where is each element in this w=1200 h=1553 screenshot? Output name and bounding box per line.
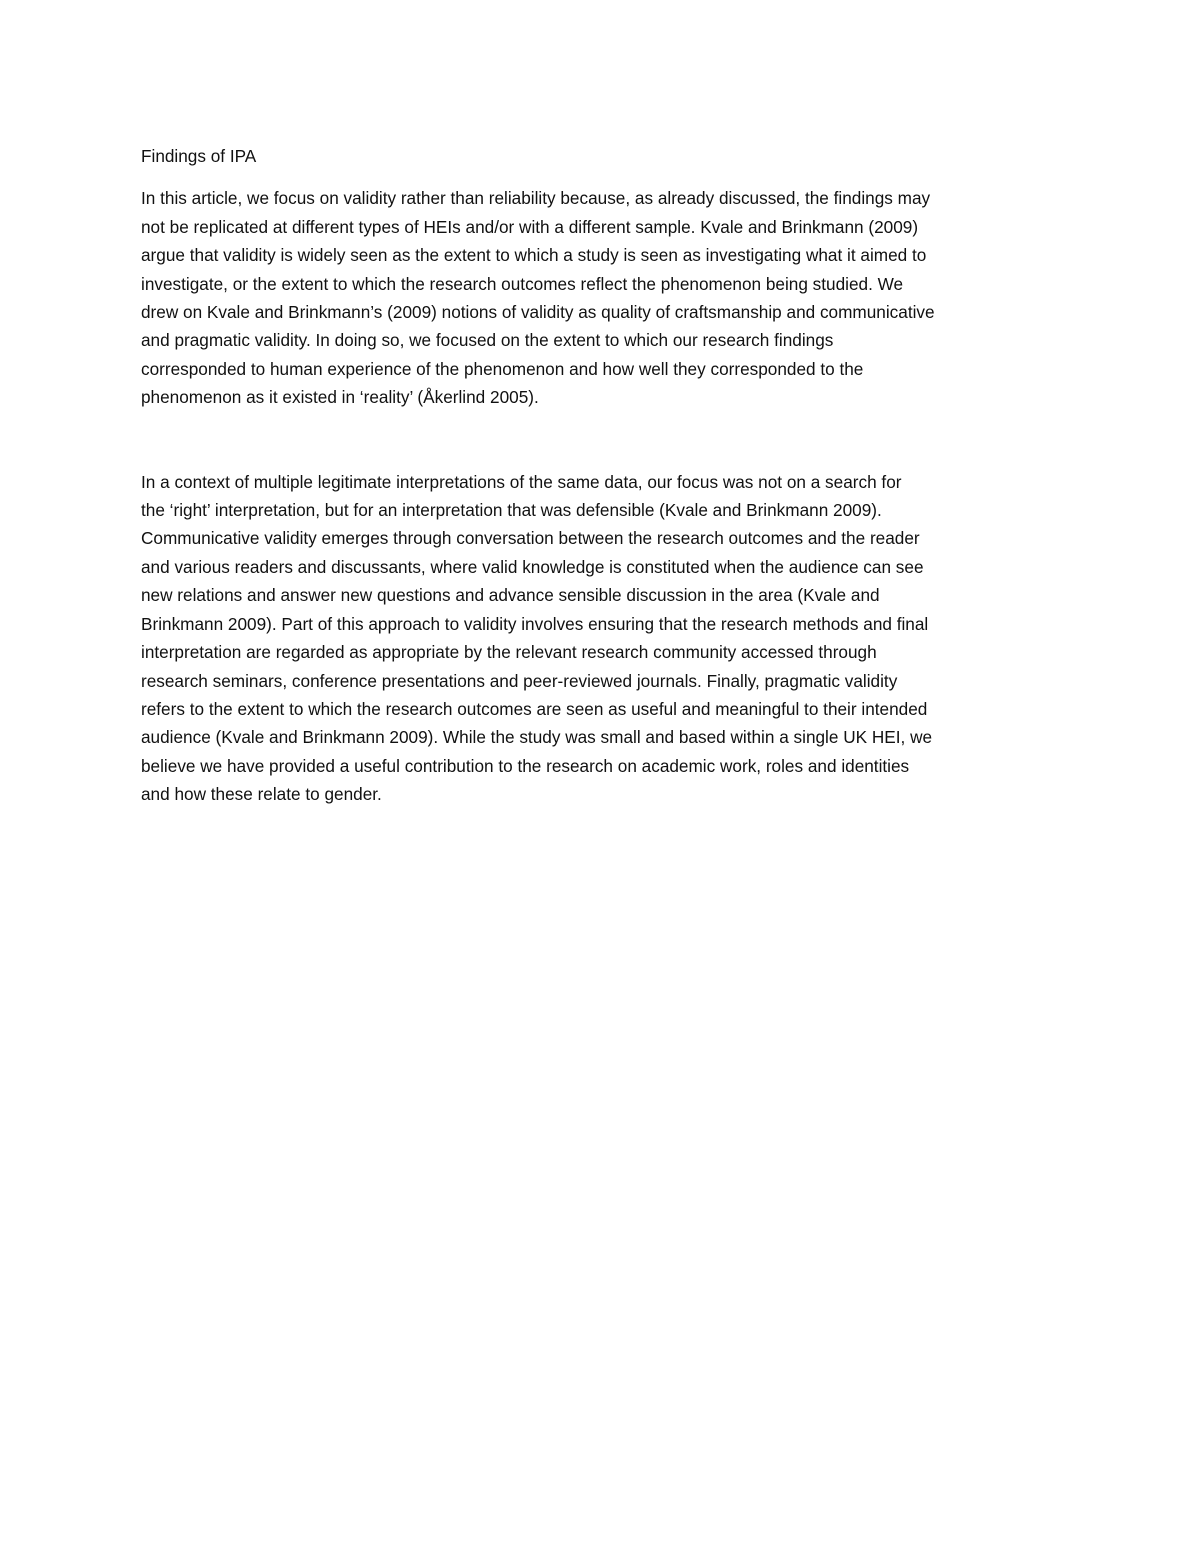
text-line: new relations and answer new questions and advance sensible discussion in the area (Kvale and xyxy=(141,585,880,606)
text-line: In a context of multiple legitimate interpretations of the same data, our focus was not on a search for xyxy=(141,471,902,492)
paragraph-validity-focus xyxy=(141,184,1061,411)
text-line: phenomenon as it existed in ‘reality’ (Åkerlind 2005). xyxy=(141,387,539,408)
text-line: and pragmatic validity. In doing so, we focused on the extent to which our research findings xyxy=(141,330,834,351)
text-line: interpretation are regarded as appropriate by the relevant research community accessed through xyxy=(141,642,877,663)
text-line: research seminars, conference presentations and peer-reviewed journals. Finally, pragmatic validity xyxy=(141,670,898,691)
text-line: drew on Kvale and Brinkmann’s (2009) notions of validity as quality of craftsmanship and communicative xyxy=(141,302,935,323)
text-line: Brinkmann 2009). Part of this approach to validity involves ensuring that the research methods and final xyxy=(141,613,929,634)
text-line: believe we have provided a useful contribution to the research on academic work, roles and identities xyxy=(141,755,910,776)
text-line: and various readers and discussants, where valid knowledge is constituted when the audience can see xyxy=(141,556,924,577)
text-line: not be replicated at different types of HEIs and/or with a different sample. Kvale and Brinkmann (2009) xyxy=(141,216,919,237)
text-line: In this article, we focus on validity rather than reliability because, as already discussed, the findings may xyxy=(141,188,931,209)
text-line: the ‘right’ interpretation, but for an interpretation that was defensible (Kvale and Brinkmann 2009). xyxy=(141,500,882,521)
text-line: and how these relate to gender. xyxy=(141,784,382,805)
text-line: investigate, or the extent to which the research outcomes reflect the phenomenon being studied. We xyxy=(141,273,904,294)
section-heading: Findings of IPA xyxy=(141,146,257,166)
text-line: corresponded to human experience of the phenomenon and how well they corresponded to the xyxy=(141,358,864,379)
document-body xyxy=(141,142,1061,809)
text-line: Communicative validity emerges through conversation between the research outcomes and the reader xyxy=(141,528,920,549)
text-line: argue that validity is widely seen as the extent to which a study is seen as investigating what it aimed to xyxy=(141,245,927,266)
text-line: refers to the extent to which the research outcomes are seen as useful and meaningful to their intended xyxy=(141,698,928,719)
text-line: audience (Kvale and Brinkmann 2009). While the study was small and based within a single UK HEI, we xyxy=(141,727,933,748)
paragraph-interpretations xyxy=(141,468,1061,809)
